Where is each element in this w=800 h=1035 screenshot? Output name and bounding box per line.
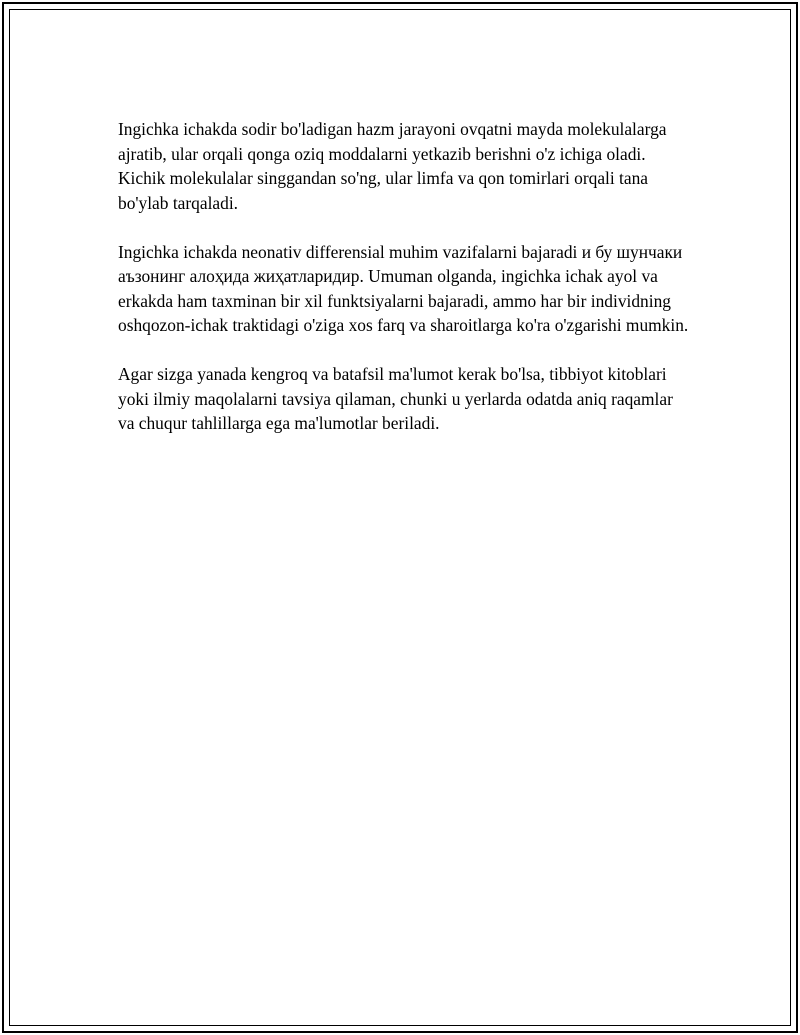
document-body <box>118 117 690 460</box>
paragraph-functions: Ingichka ichakda neonativ differensial muhim vazifalarni bajaradi и бу шунчаки аъзонинг алоҳида жиҳатларидир. Umuman olganda, ingichka ichak ayol va erkakda ham taxminan bir xil funktsiyalarni bajaradi, ammo har bir individning oshqozon-ichak traktidagi o'ziga xos farq va sharoitlarga ko'ra o'zgarishi mumkin. <box>118 241 689 335</box>
paragraph-digestion: Ingichka ichakda sodir bo'ladigan hazm jarayoni ovqatni mayda molekulalarga ajratib, ular orqali qonga oziq moddalarni yetkazib berishni o'z ichiga oladi. Kichik molekulalar singgandan so'ng, ular limfa va qon tomirlari orqali tana bo'ylab tarqaladi. <box>118 119 667 213</box>
paragraph-recommendation: Agar sizga yanada kengroq va batafsil ma'lumot kerak bo'lsa, tibbiyot kitoblari yoki ilmiy maqolalarni tavsiya qilaman, chunki u yerlarda odatda aniq raqamlar va chuqur tahlillarga ega ma'lumotlar beriladi. <box>118 364 673 433</box>
